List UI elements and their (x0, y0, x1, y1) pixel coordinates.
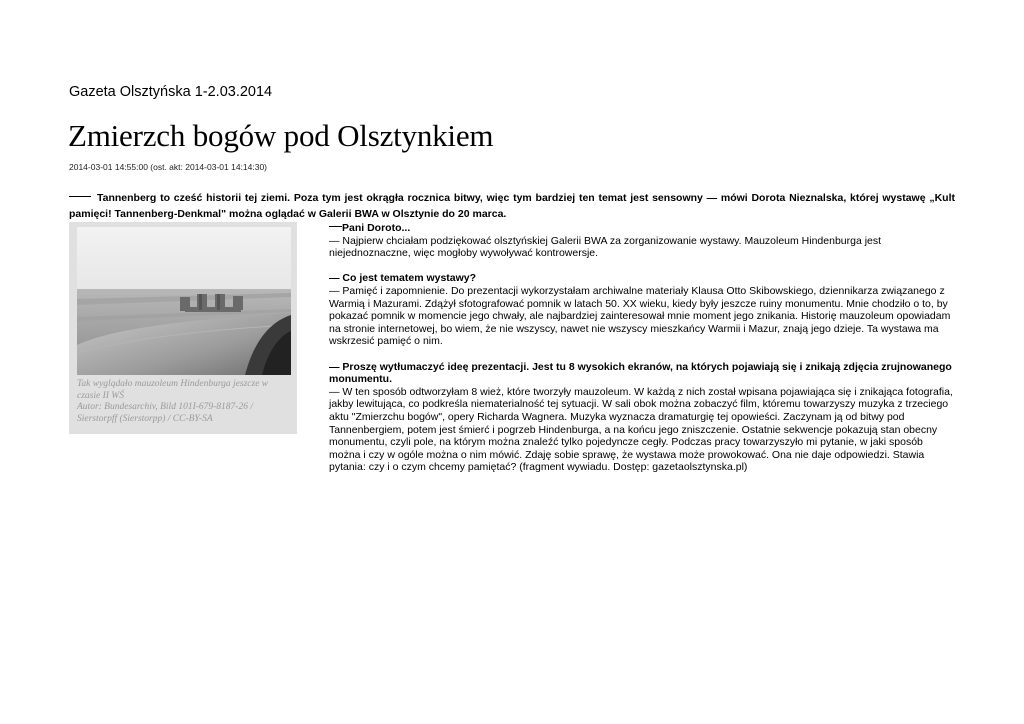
question-2: — Co jest tematem wystawy? (329, 272, 477, 285)
interview-dash (329, 226, 342, 227)
article-date: 2014-03-01 14:55:00 (ost. akt: 2014-03-01 14:14:30) (69, 162, 268, 172)
article-lead (69, 190, 955, 222)
answer-3: — W ten sposób odtworzyłam 8 wież, które tworzyły mauzoleum. W każdą z nich został wpisana pojawiająca się i znikająca fotografia, jakby lewitująca, co podkreśla niematerialność tej sytuacji. W sali obok można zobaczyć film, któremu towarzyszy muzyka z trzeciego aktu "Zmierzchu bogów", opery Richarda Wagnera. Muzyka wyznacza dramaturgię tej opowieści. Zaczynam ją od bitwy pod Tannenbergiem, potem jest śmierć i pogrzeb Hindenburga, a na końcu jego zniszczenie. Ostatnie sekwencje pokazują stan obecny monumentu, czyli pole, na którym można znaleźć tylko pojedyncze cegły. Podczas pracy towarzyszyło mi pytanie, w jaki sposób można i czy w ogóle można o nim mówić. Zdaję sobie sprawę, że wystawa może prowokować. Ona nie daje odpowiedzi. Stawia pytania: czy i o czym chcemy pamiętać? (fragment wywiadu. Dostęp: gazetaolsztynska.pl) (329, 385, 953, 474)
photo-figure (69, 222, 297, 434)
interview-text (329, 222, 955, 486)
lead-text: Tannenberg to cześć historii tej ziemi. Poza tym jest okrągła rocznica bitwy, więc tym bardziej ten temat jest sensowny — mówi Dorota Nieznalska, której wystawę „Kult pamięci! Tannenberg-Denkmal" można oglądać w Galerii BWA w Olsztynie do 20 marca. (69, 192, 955, 220)
question-1: Pani Doroto... (342, 222, 411, 234)
aerial-photo-image (77, 227, 291, 375)
answer-1: — Najpierw chciałam podziękować olsztyńskiej Galerii BWA za zorganizowanie wystawy. Mauzoleum Hindenburga jest niejednoznaczne, więc mogłoby wywoływać kontrowersje. (329, 234, 882, 260)
caption-author: Autor: Bundesarchiv, Bild 101I-679-8187-26 / Sierstorpff (Sierstorpp) / CC-BY-SA (77, 402, 253, 424)
newspaper-source: Gazeta Olsztyńska 1-2.03.2014 (69, 84, 273, 100)
question-3: — Proszę wytłumaczyć ideę prezentacji. Jest tu 8 wysokich ekranów, na których pojawiają się i znikają zdjęcia zrujnowanego monumentu. (329, 360, 952, 386)
mausoleum-photo (77, 227, 291, 375)
lead-dash (69, 196, 91, 197)
caption-description: Tak wyglądało mauzoleum Hindenburga jeszcze w czasie II WŚ (77, 379, 269, 401)
article-title: Zmierzch bogów pod Olsztynkiem (68, 118, 494, 153)
answer-2: — Pamięć i zapomnienie. Do prezentacji wykorzystałam archiwalne materiały Klausa Otto Skibowskiego, dziennikarza związanego z Warmią i Mazurami. Zdążył sfotografować pomnik w latach 50. XX wieku, kiedy były jeszcze ruiny monumentu. Mnie chodziło o to, by pokazać pomnik w momencie jego chwały, ale najbardziej zainteresował mnie moment jego znikania. Historię mauzoleum opowiadam na stronie internetowej, bo wiem, że nie wszyscy, nawet nie wszyscy mieszkańcy Warmii i Mazur, znają jego dzieje. Ta wystawa ma wskrzesić pamięć o nim. (329, 284, 951, 348)
photo-caption (77, 379, 289, 425)
